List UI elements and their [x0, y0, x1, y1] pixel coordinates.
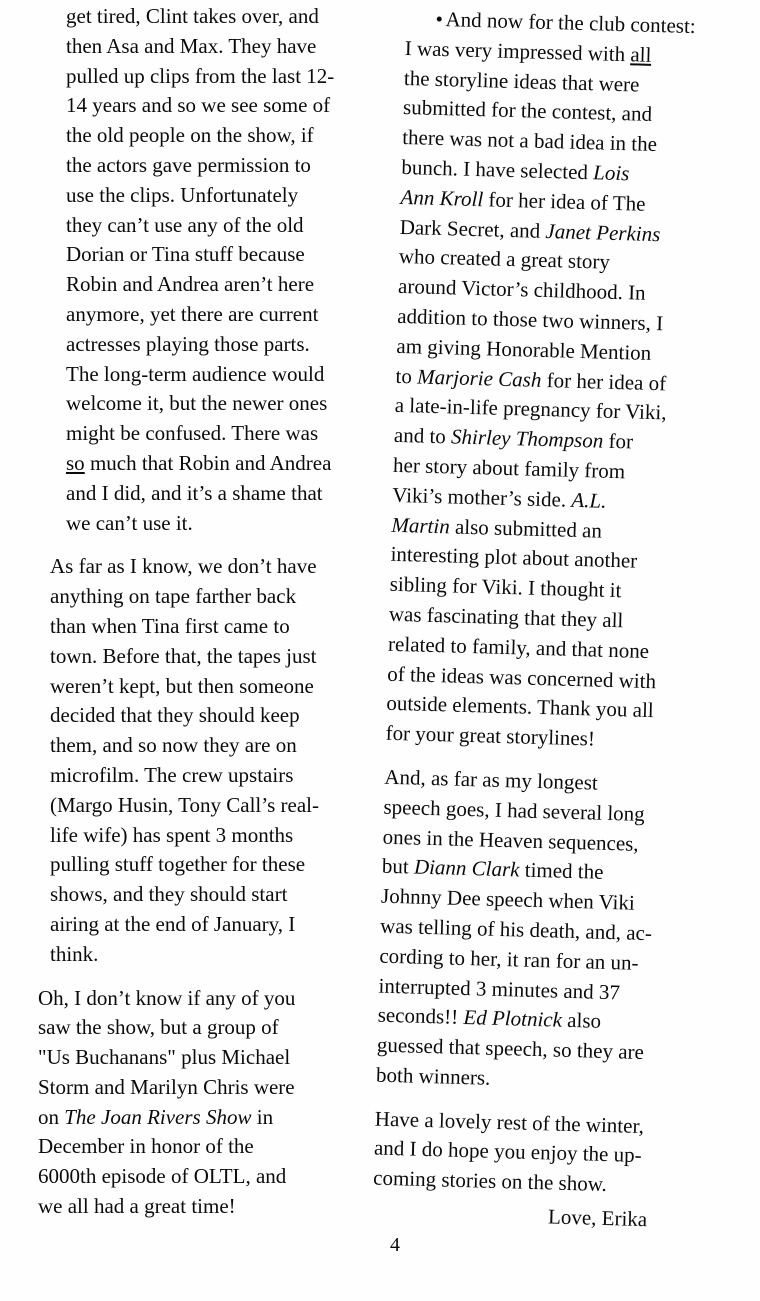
text-line: interrupted 3 minutes and 37	[378, 973, 621, 1004]
winner-name: Ann Kroll	[400, 184, 484, 212]
text-line: 14 years and so we see some of	[66, 93, 331, 118]
text-line: they can’t use any of the old	[66, 212, 304, 237]
text-line: cording to her, it ran for an un-	[379, 943, 639, 975]
text-line: we all had a great time!	[38, 1194, 236, 1219]
winner-name: Janet Perkins	[545, 218, 661, 246]
text-line: town. Before that, the tapes just	[50, 643, 317, 668]
text-fragment: but	[381, 853, 415, 879]
text-line: then Asa and Max. They have	[66, 33, 317, 58]
text-line: pulled up clips from the last 12-	[66, 63, 335, 88]
text-line: "Us Buchanans" plus Michael	[38, 1045, 291, 1070]
text-fragment: also submitted an	[449, 513, 603, 543]
text-fragment: I was very impressed with	[404, 35, 631, 67]
text-fragment: also	[561, 1008, 602, 1034]
text-line: speech goes, I had several long	[383, 794, 646, 826]
text-line: microfilm. The crew upstairs	[50, 762, 294, 787]
text-fragment: on	[38, 1104, 65, 1129]
text-line: who created a great story	[398, 244, 611, 275]
text-fragment: much that Robin and Andrea	[84, 450, 332, 475]
text-line: Robin and Andrea aren’t here	[66, 272, 315, 297]
text-line: pulling stuff together for these	[50, 852, 306, 877]
text-line: around Victor’s childhood. In	[397, 274, 646, 305]
text-line: her story about family from	[392, 452, 626, 484]
text-line: coming stories on the show.	[372, 1165, 608, 1197]
mention-name: A.L.	[571, 487, 607, 513]
text-line: airing at the end of January, I	[50, 911, 296, 936]
text-line: The long-term audience would	[66, 361, 325, 386]
text-line: life wife) has spent 3 months	[50, 822, 294, 847]
text-fragment: to	[395, 363, 418, 389]
text-line: both winners.	[375, 1062, 491, 1090]
right-paragraph-2	[376, 763, 730, 1100]
text-line: there was not a bad idea in the	[401, 125, 658, 157]
text-fragment: And now for the club contest:	[445, 7, 697, 39]
text-line: welcome it, but the newer ones	[66, 391, 328, 416]
text-line: we can’t use it.	[66, 510, 193, 535]
page-number: 4	[390, 1234, 400, 1256]
text-fragment: seconds!!	[377, 1002, 464, 1030]
text-fragment: and to	[393, 422, 452, 449]
text-line: addition to those two winners, I	[396, 303, 664, 336]
text-line: use the clips. Unfortunately	[66, 182, 299, 207]
text-line: (Margo Husin, Tony Call’s real-	[50, 792, 319, 817]
text-line: sibling for Viki. I thought it	[389, 571, 622, 603]
right-column	[371, 4, 750, 1251]
text-line: actresses playing those parts.	[66, 331, 310, 356]
text-line: of the ideas was concerned with	[386, 661, 657, 693]
text-line: decided that they should keep	[50, 703, 300, 728]
text-line: and I do hope you enjoy the up-	[373, 1136, 642, 1168]
winner-name: Lois	[592, 160, 630, 186]
text-line: related to family, and that none	[387, 631, 650, 663]
text-line: shows, and they should start	[50, 882, 288, 907]
mention-name: Marjorie Cash	[416, 364, 542, 392]
text-line: for your great storylines!	[385, 720, 596, 751]
text-line: Oh, I don’t know if any of you	[38, 985, 296, 1010]
text-line: the old people on the show, if	[66, 123, 314, 148]
text-line: the storyline ideas that were	[403, 65, 640, 97]
text-line: anything on tape farther back	[50, 584, 297, 609]
text-line: was telling of his death, and, ac-	[379, 913, 653, 946]
text-line: anymore, yet there are current	[66, 301, 319, 326]
left-paragraph-1	[38, 2, 402, 538]
winner-name: Ed Plotnick	[463, 1005, 563, 1033]
text-fragment: for her idea of The	[482, 187, 646, 216]
text-line: Have a lovely rest of the winter,	[374, 1106, 645, 1138]
text-line: and I did, and it’s a shame that	[66, 480, 323, 505]
text-line: Johnny Dee speech when Viki	[380, 883, 636, 915]
text-line: might be confused. There was	[66, 421, 319, 446]
text-line: them, and so now they are on	[50, 733, 297, 758]
text-line: guessed that speech, so they are	[376, 1032, 645, 1065]
mention-name: Shirley Thompson	[450, 424, 604, 453]
text-line: weren’t kept, but then someone	[50, 673, 314, 698]
text-line: outside elements. Thank you all	[386, 691, 655, 723]
text-line: Storm and Marilyn Chris were	[38, 1074, 295, 1099]
left-paragraph-2	[38, 552, 402, 969]
text-fragment: in	[251, 1104, 274, 1129]
text-line: Dorian or Tina stuff because	[66, 242, 305, 267]
underlined-word: so	[66, 450, 85, 475]
bullet-icon: •	[435, 6, 444, 32]
text-fragment: timed the	[519, 857, 604, 885]
left-column	[38, 2, 402, 1236]
text-line: than when Tina first came to	[50, 613, 290, 638]
signoff: Love, Erika	[547, 1204, 648, 1232]
underlined-word: all	[630, 42, 652, 67]
show-title: The Joan Rivers Show	[64, 1104, 252, 1129]
mention-name: Martin	[391, 512, 451, 538]
text-line: am giving Honorable Mention	[396, 333, 652, 365]
text-line	[38, 449, 402, 479]
text-line: And, as far as my longest	[384, 764, 599, 795]
text-line: the actors gave permission to	[66, 152, 311, 177]
text-fragment: for	[602, 428, 634, 454]
text-line: As far as I know, we don’t have	[50, 554, 317, 579]
text-line: get tired, Clint takes over, and	[66, 4, 319, 28]
right-paragraph-3	[372, 1104, 720, 1237]
text-line: think.	[50, 941, 99, 966]
text-fragment: Dark Secret, and	[399, 214, 546, 243]
text-line: ones in the Heaven sequences,	[382, 824, 639, 856]
text-line: interesting plot about another	[390, 542, 638, 574]
text-line: 6000th episode of OLTL, and	[38, 1164, 287, 1189]
text-line: saw the show, but a group of	[38, 1015, 279, 1040]
text-fragment: for her idea of	[541, 367, 667, 395]
text-line: submitted for the contest, and	[402, 95, 653, 127]
text-fragment: Viki’s mother’s side.	[391, 482, 572, 512]
text-line: December in honor of the	[38, 1134, 254, 1159]
winner-name: Diann Clark	[413, 854, 520, 882]
text-line	[38, 1103, 402, 1133]
right-paragraph-1	[385, 4, 751, 758]
text-line: a late-in-life pregnancy for Viki,	[394, 393, 667, 425]
text-fragment: bunch. I have selected	[401, 154, 594, 185]
left-paragraph-3	[38, 984, 402, 1222]
text-line: was fascinating that they all	[388, 601, 624, 633]
